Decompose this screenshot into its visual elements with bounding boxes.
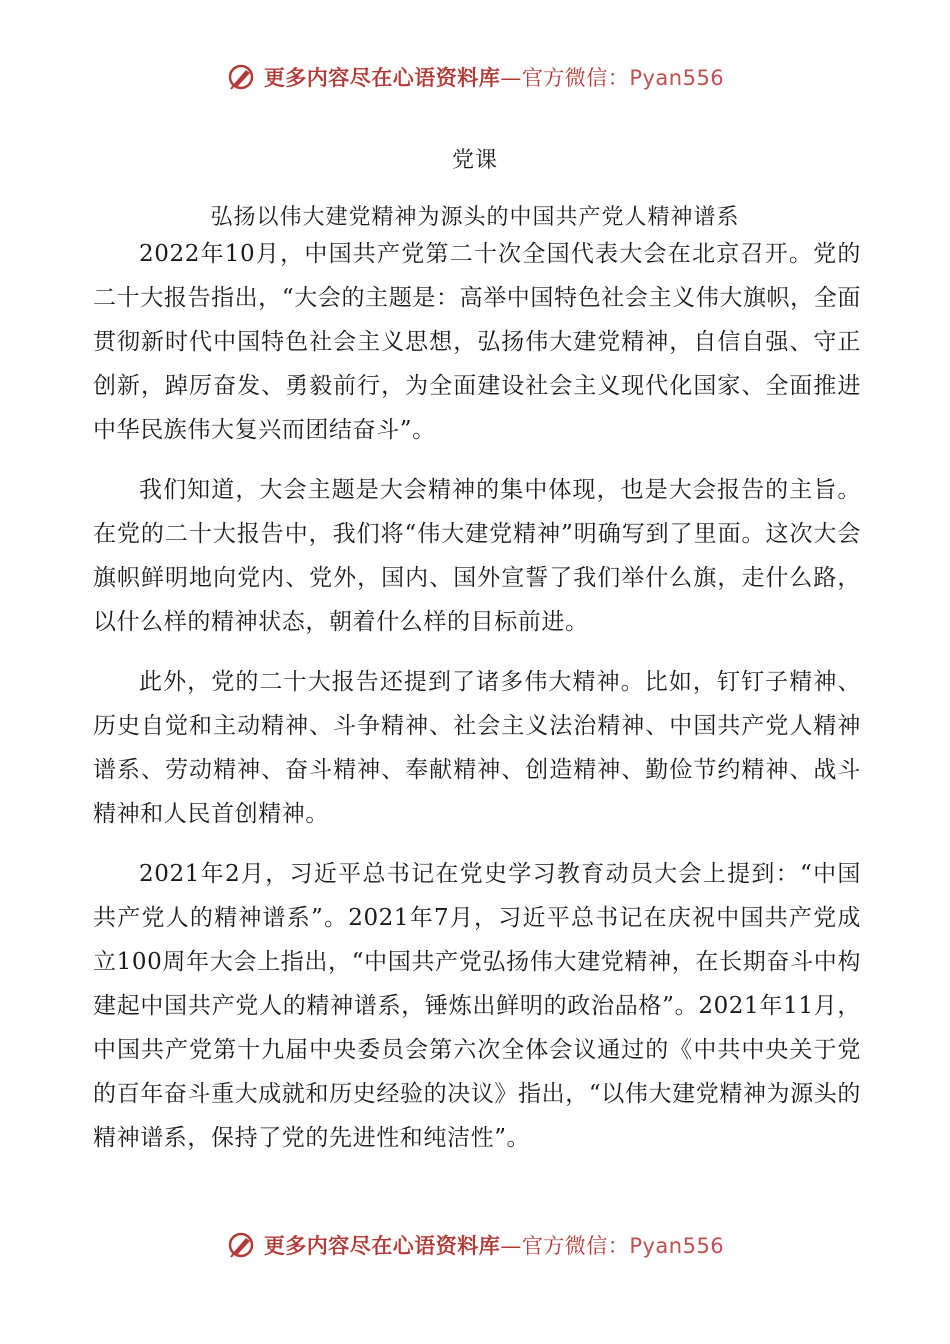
paragraph: 2021年2月，习近平总书记在党史学习教育动员大会上提到：“中国共产党人的精神谱系”。2021年7月，习近平总书记在庆祝中国共产党成立100周年大会上指出，“中国共产党弘扬伟大建党精神，在长期奋斗中构建起中国共产党人的精神谱系，锤炼出鲜明的政治品格”。2021年11月，中国共产党第十九届中央委员会第六次全体会议通过的《中共中央关于党的百年奋斗重大成就和历史经验的决议》指出，“以伟大建党精神为源头的精神谱系，保持了党的先进性和纯洁性”。 — [93, 861, 861, 1151]
document-category: 党课 — [451, 148, 498, 173]
document-title: 弘扬以伟大建党精神为源头的中国共产党人精神谱系 — [210, 205, 740, 230]
watermark-header — [0, 62, 950, 92]
watermark-sub: 官方微信： — [521, 1234, 630, 1258]
watermark-footer — [0, 1230, 950, 1260]
watermark-id: Pyan556 — [629, 1234, 725, 1258]
watermark-text — [264, 1230, 724, 1260]
paragraph: 此外，党的二十大报告还提到了诸多伟大精神。比如，钉钉子精神、历史自觉和主动精神、斗争精神、社会主义法治精神、中国共产党人精神谱系、劳动精神、奋斗精神、奉献精神、创造精神、勤俭节约精神、战斗精神和人民首创精神。 — [93, 669, 861, 827]
document-body — [93, 232, 861, 1176]
pen-logo-icon — [226, 1230, 256, 1260]
watermark-dash: — — [500, 66, 522, 90]
paragraph: 我们知道，大会主题是大会精神的集中体现，也是大会报告的主旨。在党的二十大报告中，我们将“伟大建党精神”明确写到了里面。这次大会旗帜鲜明地向党内、党外，国内、国外宣誓了我们举什么旗，走什么路，以什么样的精神状态，朝着什么样的目标前进。 — [93, 477, 861, 635]
pen-logo-icon — [226, 62, 256, 92]
watermark-id: Pyan556 — [629, 66, 725, 90]
watermark-sub: 官方微信： — [521, 66, 630, 90]
watermark-text — [264, 62, 724, 92]
watermark-main: 更多内容尽在心语资料库 — [263, 1234, 501, 1258]
watermark-main: 更多内容尽在心语资料库 — [263, 66, 501, 90]
watermark-dash: — — [500, 1234, 522, 1258]
paragraph: 2022年10月，中国共产党第二十次全国代表大会在北京召开。党的二十大报告指出，“大会的主题是：高举中国特色社会主义伟大旗帜，全面贯彻新时代中国特色社会主义思想，弘扬伟大建党精神，自信自强、守正创新，踔厉奋发、勇毅前行，为全面建设社会主义现代化国家、全面推进中华民族伟大复兴而团结奋斗”。 — [93, 241, 861, 443]
